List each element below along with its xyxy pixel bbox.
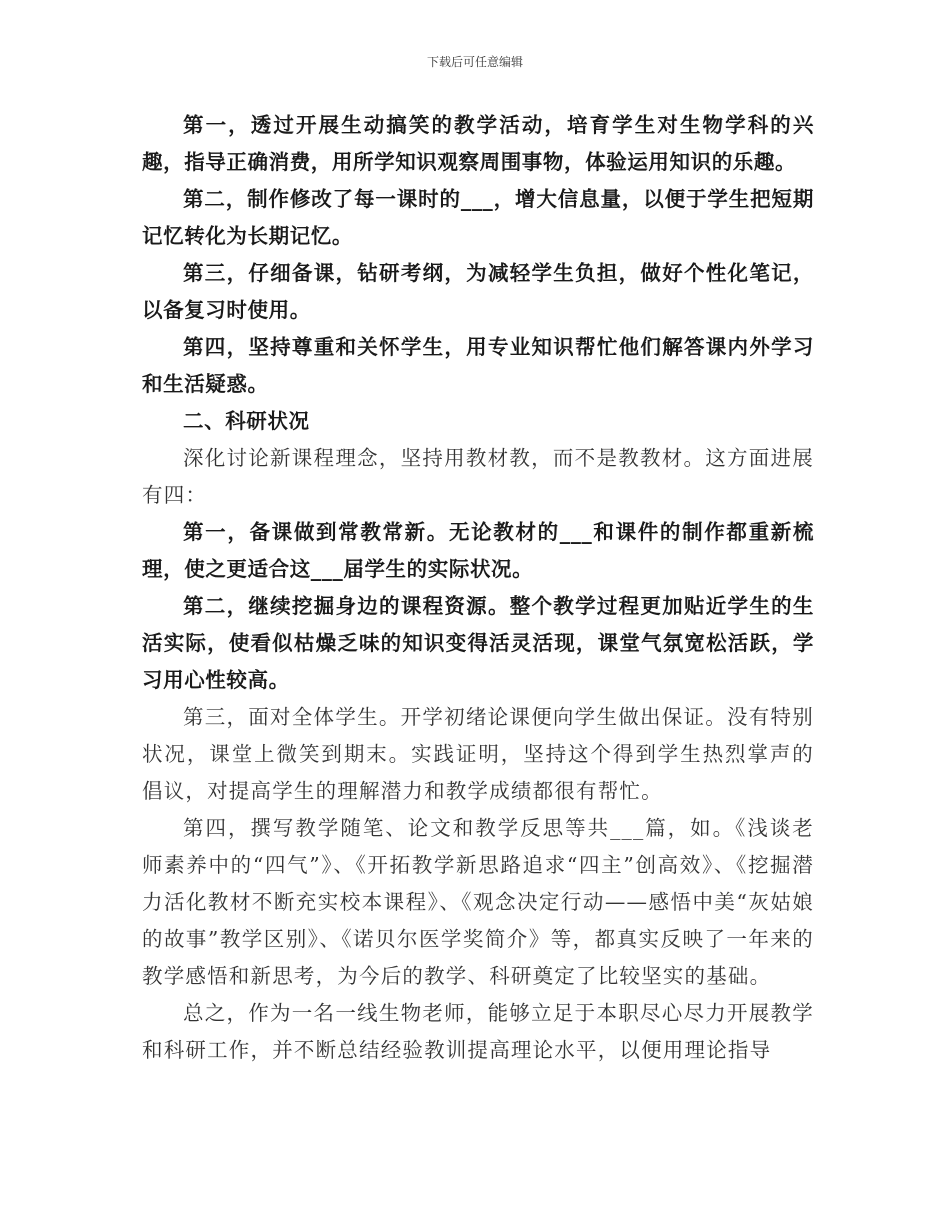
document-body bbox=[142, 107, 814, 1069]
paragraph-8: 第二，继续挖掘身边的课程资源。整个教学过程更加贴近学生的生活实际，使看似枯燥乏味的知识变得活灵活现，课堂气氛宽松活跃，学习用心性较高。 bbox=[142, 594, 814, 692]
paragraph-7: 第一，备课做到常教常新。无论教材的___和课件的制作都重新梳理，使之更适合这___届学生的实际状况。 bbox=[142, 520, 814, 581]
paragraph-6: 深化讨论新课程理念，坚持用教材教，而不是教教材。这方面进展有四： bbox=[142, 446, 814, 507]
page-header: 下载后可任意编辑 bbox=[426, 55, 523, 69]
paragraph-4: 第四，坚持尊重和关怀学生，用专业知识帮忙他们解答课内外学习和生活疑惑。 bbox=[142, 335, 814, 396]
paragraph-10: 第四，撰写教学随笔、论文和教学反思等共___篇，如。《浅谈老师素养中的“四气”》、《开拓教学新思路追求“四主”创高效》、《挖掘潜力活化教材不断充实校本课程》、《观念决定行动——感悟中美“灰姑娘的故事”教学区别》、《诺贝尔医学奖简介》等，都真实反映了一年来的教学感悟和新思考，为今后的教学、科研奠定了比较坚实的基础。 bbox=[142, 816, 814, 988]
paragraph-2: 第二，制作修改了每一课时的___，增大信息量，以便于学生把短期记忆转化为长期记忆。 bbox=[142, 187, 814, 248]
paragraph-11: 总之，作为一名一线生物老师，能够立足于本职尽心尽力开展教学和科研工作，并不断总结经验教训提高理论水平，以便用理论指导 bbox=[142, 1001, 814, 1062]
paragraph-9: 第三，面对全体学生。开学初绪论课便向学生做出保证。没有特别状况，课堂上微笑到期末。实践证明，坚持这个得到学生热烈掌声的倡议，对提高学生的理解潜力和教学成绩都很有帮忙。 bbox=[142, 705, 814, 803]
paragraph-1: 第一，透过开展生动搞笑的教学活动，培育学生对生物学科的兴趣，指导正确消费，用所学知识观察周围事物，体验运用知识的乐趣。 bbox=[142, 113, 814, 174]
section-heading: 二、科研状况 bbox=[183, 409, 310, 433]
paragraph-3: 第三，仔细备课，钻研考纲，为减轻学生负担，做好个性化笔记，以备复习时使用。 bbox=[142, 261, 814, 322]
